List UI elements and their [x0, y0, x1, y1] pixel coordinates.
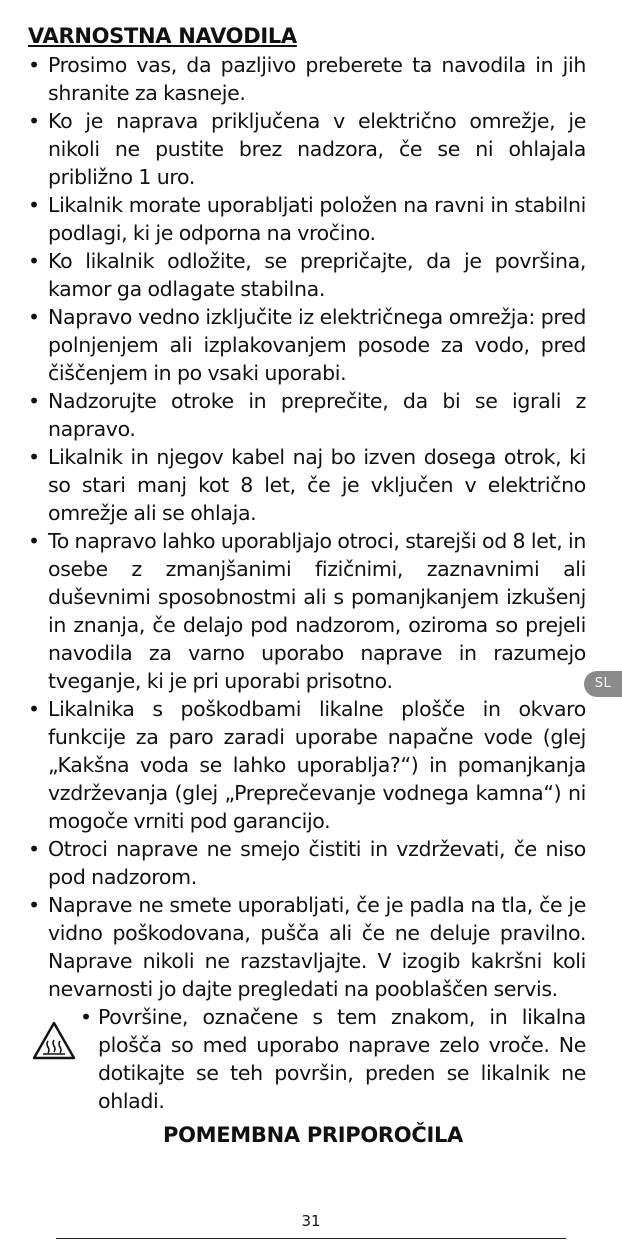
list-item	[28, 303, 586, 387]
bullet: •	[28, 893, 40, 917]
list-item-text: Naprave ne smete uporabljati, če je padla na tla, če je vidno poškodovana, pušča ali če ne deluje pravilno. Naprave nikoli ne razstavljajte. V izogib kakršni koli nevarnosti jo dajte pregledati na pooblaščen servis.	[48, 893, 586, 1001]
list-item	[28, 695, 586, 835]
bullet: •	[28, 53, 40, 77]
bullet: •	[28, 305, 40, 329]
document-page	[28, 22, 586, 1149]
list-item-text: Nadzorujte otroke in preprečite, da bi se igrali z napravo.	[48, 389, 586, 441]
list-item	[28, 387, 586, 443]
hot-surface-warning	[80, 1003, 586, 1115]
list-item-text: To napravo lahko uporabljajo otroci, starejši od 8 let, in osebe z zmanjšanimi fizičnimi, zaznavnimi ali duševnimi sposobnostmi ali s pomanjkanjem izkušenj in znanja, če delajo pod nadzorom, oziroma so prejeli navodila za varno uporabo naprave in razumejo tveganje, ki je pri uporabi prisotno.	[48, 529, 587, 693]
page-number: 31	[301, 1212, 321, 1230]
bullet: •	[28, 445, 40, 469]
section-title: VARNOSTNA NAVODILA	[28, 24, 297, 48]
list-item	[28, 51, 586, 107]
list-item	[28, 527, 586, 695]
footer-divider	[56, 1238, 566, 1239]
list-item-text: Likalnik morate uporabljati položen na ravni in stabilni podlagi, ki je odporna na vročino.	[48, 193, 586, 245]
list-item	[28, 891, 586, 1003]
bullet: •	[28, 697, 40, 721]
list-item	[28, 107, 586, 191]
list-item-text: Otroci naprave ne smejo čistiti in vzdrževati, če niso pod nadzorom.	[48, 837, 586, 889]
bullet: •	[28, 389, 40, 413]
bullet: •	[28, 249, 40, 273]
bullet: •	[28, 109, 40, 133]
list-item-text: Ko je naprava priključena v električno omrežje, je nikoli ne pustite brez nadzora, če se ni ohlajala približno 1 uro.	[48, 109, 586, 189]
safety-instructions-list	[28, 51, 586, 1003]
hot-surface-warning-icon	[32, 1021, 76, 1061]
list-item	[28, 247, 586, 303]
list-item-text: Likalnik in njegov kabel naj bo izven dosega otrok, ki so stari manj kot 8 let, če je vključen v električno omrežje ali se ohlaja.	[48, 445, 586, 525]
warning-text: Površine, označene s tem znakom, in likalna plošča so med uporabo naprave zelo vroče. Ne dotikajte se teh površin, preden se likalnik ne ohladi.	[98, 1005, 586, 1113]
language-tab: SL	[584, 671, 622, 697]
next-section-title: POMEMBNA PRIPOROČILA	[162, 1123, 464, 1147]
list-item-text: Prosimo vas, da pazljivo preberete ta navodila in jih shranite za kasneje.	[48, 53, 586, 105]
list-item-text: Napravo vedno izključite iz električnega omrežja: pred polnjenjem ali izplakovanjem posode za vodo, pred čiščenjem in po vsaki uporabi.	[48, 305, 586, 385]
list-item-text: Ko likalnik odložite, se prepričajte, da je površina, kamor ga odlagate stabilna.	[48, 249, 586, 301]
bullet: •	[28, 837, 40, 861]
list-item	[28, 835, 586, 891]
list-item	[28, 191, 586, 247]
bullet: •	[28, 529, 40, 553]
bullet: •	[28, 193, 40, 217]
list-item-text: Likalnika s poškodbami likalne plošče in okvaro funkcije za paro zaradi uporabe napačne vode (glej „Kakšna voda se lahko uporablja?“) in pomanjkanja vzdrževanja (glej „Preprečevanje vodnega kamna“) ni mogoče vrniti pod garancijo.	[48, 697, 586, 833]
list-item	[28, 443, 586, 527]
bullet: •	[80, 1005, 92, 1029]
